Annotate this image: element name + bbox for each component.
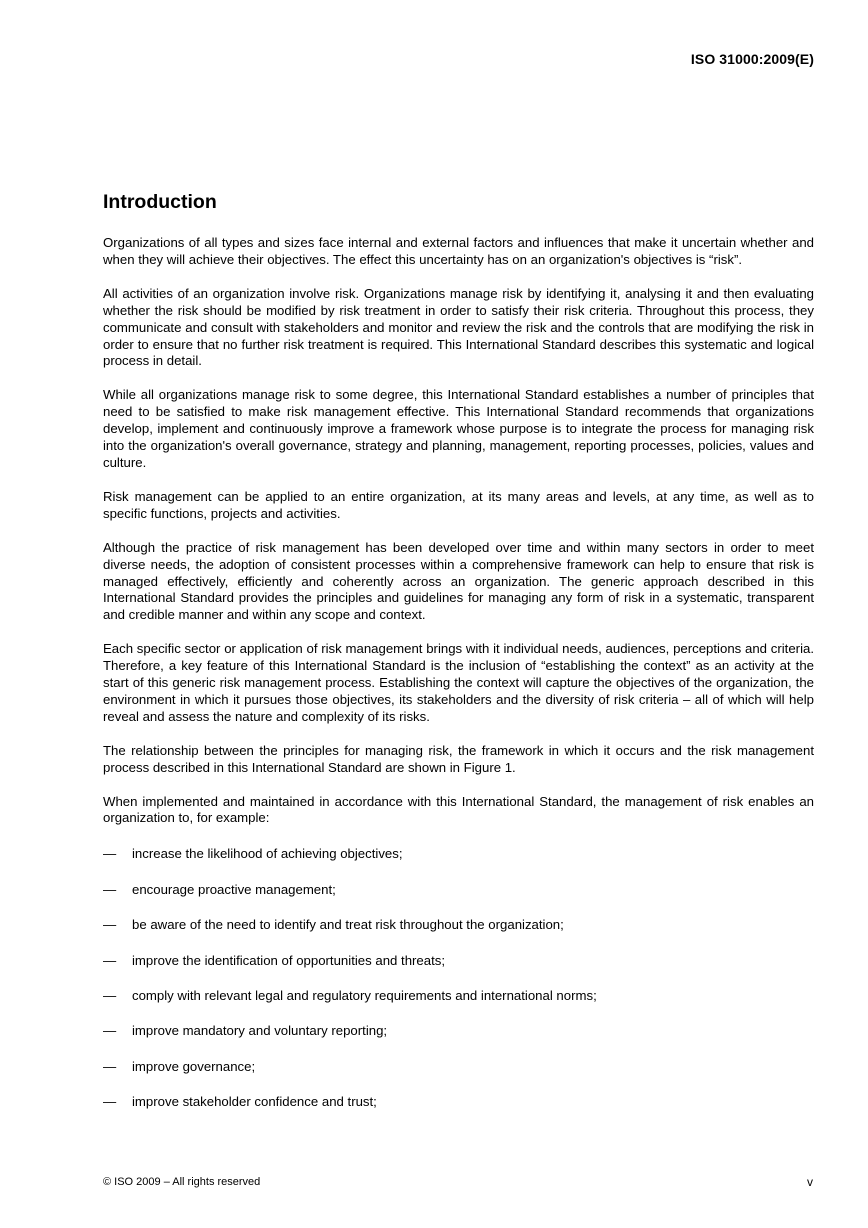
list-dash: —	[103, 1094, 117, 1110]
paragraph: Risk management can be applied to an entire organization, at its many areas and levels, at any time, as well as to specific functions, projects and activities.	[103, 488, 814, 521]
list-dash: —	[103, 1058, 117, 1074]
paragraph: Each specific sector or application of risk management brings with it individual needs, audiences, perceptions and criteria. Therefore, a key feature of this International Standard is the inclusion of “establishing the context” as an activity at the start of this generic risk management process. Establishing the context will capture the objectives of the organization, the environment in which it pursues those objectives, its stakeholders and the diversity of risk criteria – all of which will help reveal and assess the nature and complexity of its risks.	[103, 641, 814, 724]
section-title: Introduction	[103, 191, 217, 213]
list-item-text: improve mandatory and voluntary reporting;	[132, 1023, 388, 1039]
list-dash: —	[103, 917, 117, 933]
list-item	[103, 916, 814, 933]
paragraph: The relationship between the principles for managing risk, the framework in which it occurs and the risk management process described in this International Standard are shown in Figure 1.	[103, 742, 814, 775]
paragraph: Organizations of all types and sizes face internal and external factors and influences that make it uncertain whether and when they will achieve their objectives. The effect this uncertainty has on an organization's objectives is “risk”.	[103, 235, 814, 267]
document-code: ISO 31000:2009(E)	[690, 51, 814, 67]
list-item	[103, 1058, 814, 1075]
list-item-text: be aware of the need to identify and treat risk throughout the organization;	[132, 917, 564, 933]
page-number: v	[807, 1175, 813, 1189]
list-item	[103, 881, 814, 898]
list-dash: —	[103, 846, 117, 862]
paragraph: While all organizations manage risk to some degree, this International Standard establishes a number of principles that need to be satisfied to make risk management effective. This International Standard recommends that organizations develop, implement and continuously improve a framework whose purpose is to integrate the process for managing risk into the organization's overall governance, strategy and planning, management, reporting processes, policies, values and culture.	[103, 387, 814, 470]
list-item-text: comply with relevant legal and regulatory requirements and international norms;	[132, 987, 597, 1003]
copyright-notice: © ISO 2009 – All rights reserved	[103, 1176, 261, 1188]
list-dash: —	[103, 952, 117, 968]
list-dash: —	[103, 987, 117, 1003]
list-item-text: improve the identification of opportunities and threats;	[132, 952, 446, 968]
list-item	[103, 987, 814, 1004]
list-dash: —	[103, 1023, 117, 1039]
list-dash: —	[103, 881, 117, 897]
paragraph: Although the practice of risk management has been developed over time and within many sectors in order to meet diverse needs, the adoption of consistent processes within a comprehensive framework can help to ensure that risk is managed effectively, efficiently and coherently across an organization. The generic approach described in this International Standard provides the principles and guidelines for managing any form of risk in a systematic, transparent and credible manner and within any scope and context.	[103, 539, 814, 623]
list-item-text: improve stakeholder confidence and trust;	[132, 1094, 377, 1110]
paragraph: All activities of an organization involve risk. Organizations manage risk by identifying it, analysing it and then evaluating whether the risk should be modified by risk treatment in order to satisfy their risk criteria. Throughout this process, they communicate and consult with stakeholders and monitor and review the risk and the controls that are modifying the risk in order to ensure that no further risk treatment is required. This International Standard describes this systematic and logical process in detail.	[103, 285, 814, 369]
list-item	[103, 845, 814, 862]
benefits-list	[103, 845, 814, 1110]
list-item	[103, 1093, 814, 1110]
list-item-text: encourage proactive management;	[132, 881, 336, 897]
list-item-text: increase the likelihood of achieving objectives;	[132, 846, 403, 862]
list-item	[103, 1022, 814, 1039]
list-item-text: improve governance;	[132, 1058, 256, 1074]
main-content	[103, 190, 814, 1129]
paragraph: When implemented and maintained in accordance with this International Standard, the management of risk enables an organization to, for example:	[103, 793, 814, 826]
list-item	[103, 952, 814, 969]
